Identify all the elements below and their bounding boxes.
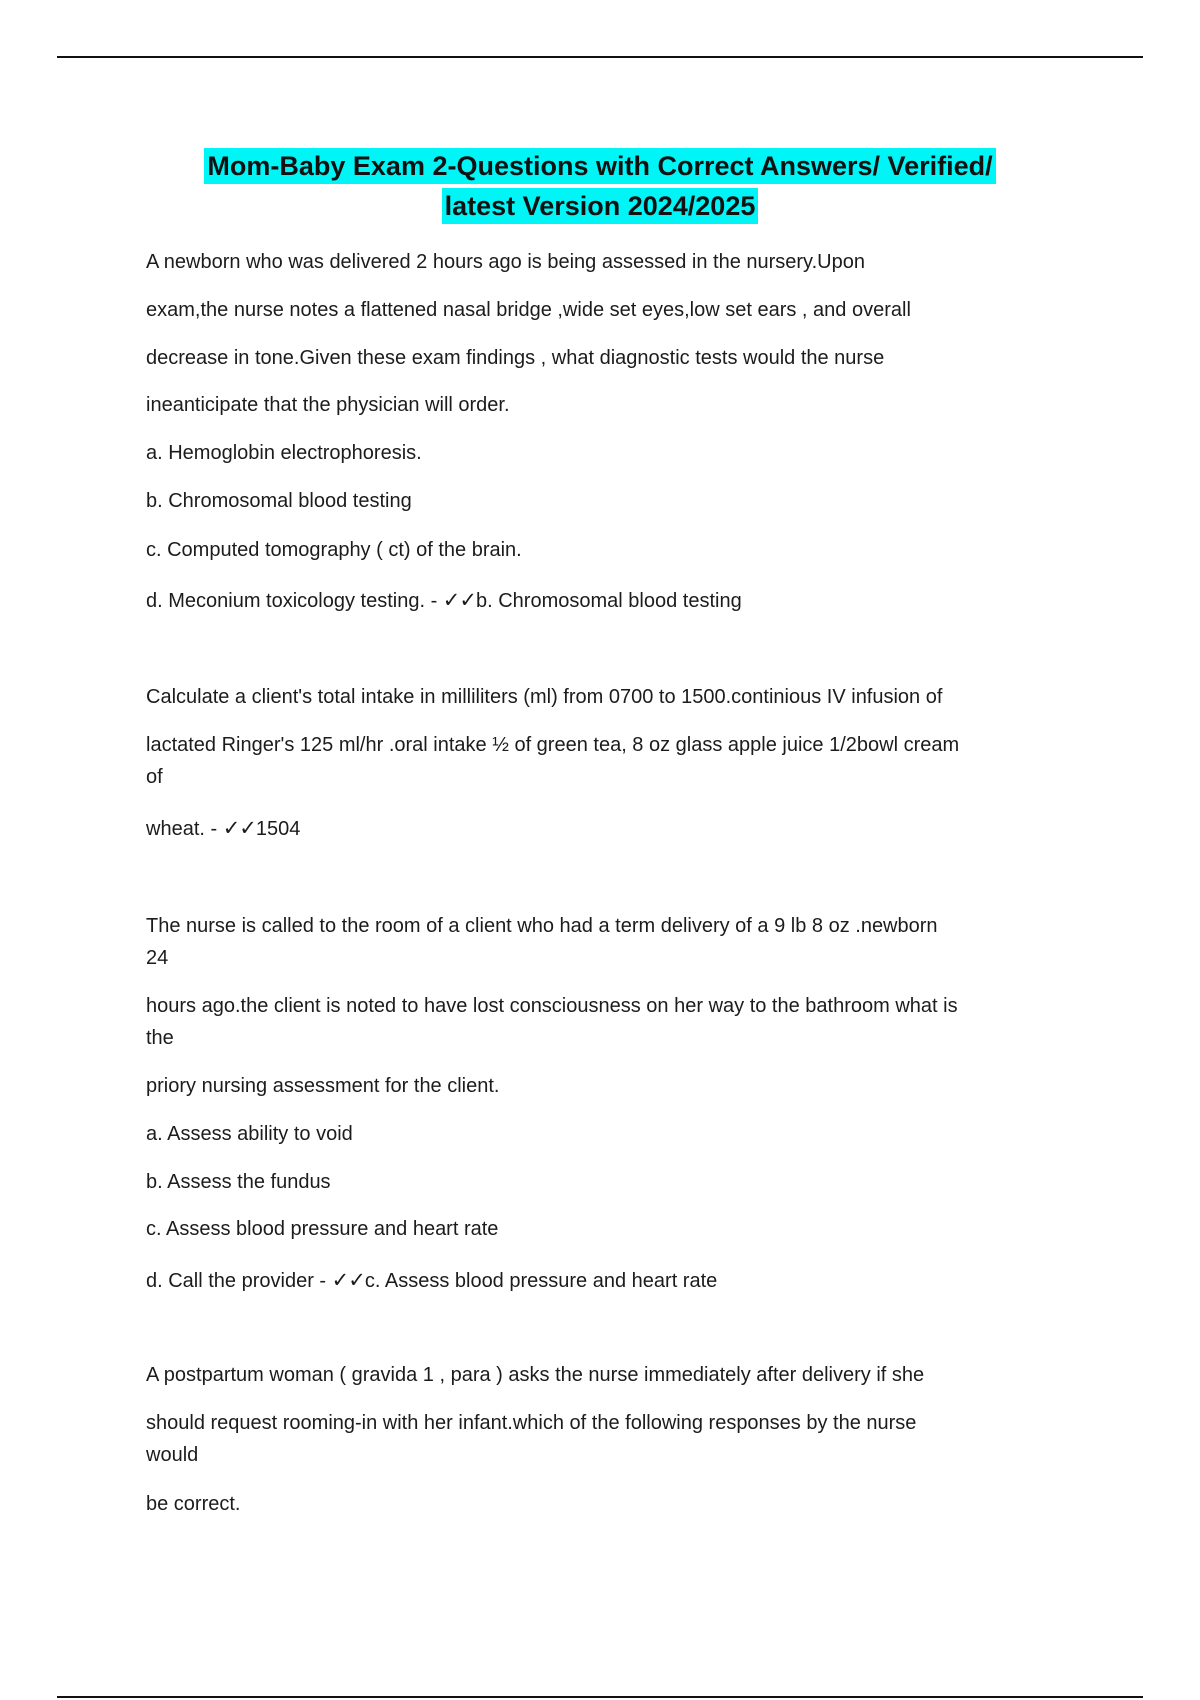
- question-4-stem-line-2: should request rooming-in with her infant.which of the following responses by the nurse: [146, 1412, 917, 1434]
- question-3-stem-line-5: priory nursing assessment for the client.: [146, 1075, 500, 1097]
- question-1-stem-line-1: A newborn who was delivered 2 hours ago is being assessed in the nursery.Upon: [146, 251, 865, 273]
- question-2-stem-line-2: lactated Ringer's 125 ml/hr .oral intake ½ of green tea, 8 oz glass apple juice 1/2bowl cream: [146, 734, 960, 756]
- question-1-stem-line-2: exam,the nurse notes a flattened nasal bridge ,wide set eyes,low set ears , and overall: [146, 299, 911, 321]
- question-3-option-b: b. Assess the fundus: [146, 1171, 331, 1193]
- question-1-option-c: c. Computed tomography ( ct) of the brain.: [146, 539, 522, 561]
- question-1-option-b: b. Chromosomal blood testing: [146, 490, 412, 512]
- question-4-stem-line-4: be correct.: [146, 1493, 241, 1515]
- question-3-stem-line-1: The nurse is called to the room of a client who had a term delivery of a 9 lb 8 oz .newborn: [146, 915, 938, 937]
- question-2-answer: 1504: [255, 818, 301, 840]
- question-3-answer: c. Assess blood pressure and heart rate: [364, 1270, 718, 1292]
- check-mark-icon: ✓✓: [442, 588, 476, 612]
- question-1-option-d: d. Meconium toxicology testing. -: [146, 590, 443, 612]
- check-mark-icon: ✓✓: [331, 1268, 365, 1292]
- question-2-stem-end: wheat. -: [146, 818, 223, 840]
- title-line-2: latest Version 2024/2025: [442, 188, 759, 224]
- question-2-stem-line-3: of: [146, 766, 163, 788]
- question-1-stem-line-4: ineanticipate that the physician will order.: [146, 394, 510, 416]
- question-1-stem-line-3: decrease in tone.Given these exam findings , what diagnostic tests would the nurse: [146, 347, 885, 369]
- question-1-answer-line: [146, 584, 1066, 617]
- bottom-rule: [57, 1696, 1143, 1698]
- question-3-option-d: d. Call the provider -: [146, 1270, 332, 1292]
- question-3-stem-line-4: the: [146, 1027, 174, 1049]
- check-mark-icon: ✓✓: [222, 816, 256, 840]
- question-1-option-a: a. Hemoglobin electrophoresis.: [146, 442, 422, 464]
- question-3-option-c: c. Assess blood pressure and heart rate: [146, 1218, 499, 1240]
- question-4-stem-line-3: would: [146, 1444, 199, 1466]
- question-3-stem-line-3: hours ago.the client is noted to have lost consciousness on her way to the bathroom what is: [146, 995, 958, 1017]
- question-4-stem-line-1: A postpartum woman ( gravida 1 , para ) asks the nurse immediately after delivery if she: [146, 1364, 925, 1386]
- document-title: [0, 148, 1200, 224]
- top-rule: [57, 56, 1143, 58]
- question-1-answer: b. Chromosomal blood testing: [476, 590, 742, 612]
- title-line-1: Mom-Baby Exam 2-Questions with Correct Answers/ Verified/: [204, 148, 995, 184]
- question-3-answer-line: [146, 1264, 1066, 1297]
- question-3-stem-line-2: 24: [146, 947, 169, 969]
- question-3-option-a: a. Assess ability to void: [146, 1123, 353, 1145]
- question-2-stem-line-1: Calculate a client's total intake in milliliters (ml) from 0700 to 1500.continious IV infusion of: [146, 686, 943, 708]
- question-2-answer-line: [146, 812, 1066, 845]
